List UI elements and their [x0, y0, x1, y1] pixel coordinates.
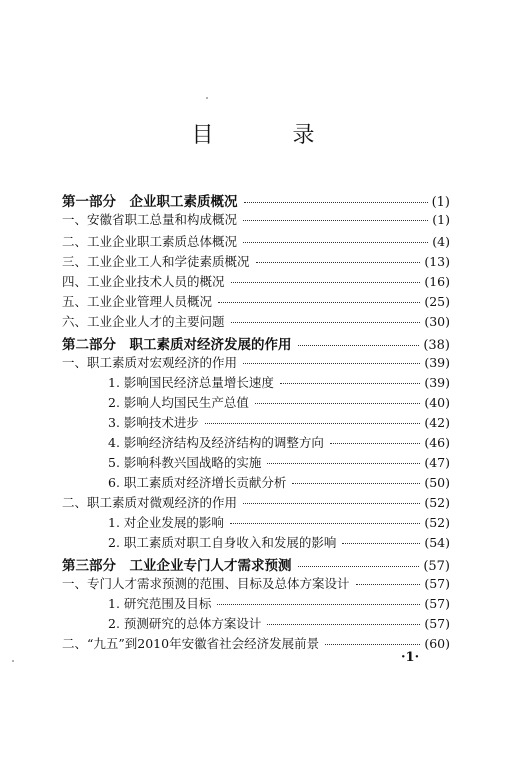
toc-leader-dots	[255, 403, 420, 404]
page-number: ·1·	[401, 650, 420, 665]
toc-entry	[62, 252, 450, 270]
toc-entry-page: (30)	[424, 314, 450, 329]
toc-entry	[108, 594, 450, 612]
toc-entry-label: 三、工业企业工人和学徒素质概况	[62, 254, 250, 269]
toc-entry-page: (57)	[424, 596, 450, 611]
toc-entry-page: (57)	[423, 559, 450, 574]
toc-entry-page: (47)	[424, 455, 450, 470]
toc-entry-page: (60)	[424, 636, 450, 651]
toc-entry-page: (38)	[423, 338, 450, 353]
toc-entry-label: 一、职工素质对宏观经济的作用	[62, 355, 238, 370]
toc-entry	[62, 210, 450, 228]
toc-leader-dots	[217, 604, 420, 605]
toc-entry-page: (42)	[424, 415, 450, 430]
toc-entry-label: 2. 职工素质对职工自身收入和发展的影响	[108, 535, 337, 550]
toc-entry	[62, 272, 450, 290]
toc-entry	[62, 353, 450, 371]
toc-entry	[62, 312, 450, 330]
toc-entry	[62, 190, 450, 210]
toc-entry-label: 二、职工素质对微观经济的作用	[62, 495, 238, 510]
toc-entry-page: (50)	[424, 475, 450, 490]
toc-entry-page: (40)	[424, 395, 450, 410]
toc-entry-page: (13)	[424, 254, 450, 269]
toc-entry	[108, 614, 450, 632]
toc-entry-label: 1. 对企业发展的影响	[108, 515, 224, 530]
toc-leader-dots	[231, 322, 421, 323]
toc-entry-page: (25)	[424, 294, 450, 309]
toc-entry-page: (4)	[432, 234, 450, 249]
toc-entry-page: (16)	[424, 274, 450, 289]
toc-entry-label: 六、工业企业人才的主要问题	[62, 314, 225, 329]
toc-entry	[62, 333, 450, 353]
toc-entry-page: (57)	[424, 616, 450, 631]
toc-leader-dots	[298, 345, 420, 346]
toc-entry	[108, 433, 450, 451]
toc-leader-dots	[356, 584, 421, 585]
toc-leader-dots	[342, 543, 420, 544]
toc-entry	[108, 413, 450, 431]
toc-entry	[108, 473, 450, 491]
toc-leader-dots	[256, 262, 421, 263]
toc-leader-dots	[205, 423, 420, 424]
toc-entry-label: 1. 研究范围及目标	[108, 596, 212, 611]
toc-entry-page: (54)	[424, 535, 450, 550]
toc-entry	[108, 533, 450, 551]
toc-title: 目 录	[191, 123, 351, 148]
toc-entry-label: 一、安徽省职工总量和构成概况	[62, 212, 238, 227]
toc-entry	[108, 393, 450, 411]
toc-leader-dots	[267, 463, 420, 464]
toc-entry-label: 第二部分 职工素质对经济发展的作用	[62, 337, 292, 353]
toc-entry-page: (46)	[424, 435, 450, 450]
toc-entry	[62, 634, 450, 652]
toc-leader-dots	[267, 624, 420, 625]
toc-entry-label: 4. 影响经济结构及经济结构的调整方向	[108, 435, 324, 450]
toc-entry-page: (39)	[424, 355, 450, 370]
toc-leader-dots	[243, 242, 428, 243]
toc-leader-dots	[330, 443, 420, 444]
toc-leader-dots	[325, 644, 420, 645]
toc-entry-page: (57)	[424, 576, 450, 591]
toc-entry-label: 二、工业企业职工素质总体概况	[62, 234, 238, 249]
toc-leader-dots	[243, 503, 420, 504]
toc-leader-dots	[292, 483, 420, 484]
toc-entry	[62, 574, 450, 592]
toc-leader-dots	[230, 523, 420, 524]
toc-entry-label: 5. 影响科教兴国战略的实施	[108, 455, 262, 470]
toc-entry-label: 3. 影响技术进步	[108, 415, 199, 430]
toc-leader-dots	[298, 566, 420, 567]
toc-entry	[62, 554, 450, 574]
toc-entry-label: 1. 影响国民经济总量增长速度	[108, 375, 274, 390]
toc-entry-page: (39)	[424, 375, 450, 390]
toc-entry	[62, 232, 450, 250]
toc-entry-label: 一、专门人才需求预测的范围、目标及总体方案设计	[62, 576, 350, 591]
toc-entry-label: 四、工业企业技术人员的概况	[62, 274, 225, 289]
toc-entry-label: 五、工业企业管理人员概况	[62, 294, 213, 309]
toc-entry-page: (1)	[432, 212, 450, 227]
scan-speck	[206, 97, 208, 99]
toc-leader-dots	[218, 302, 420, 303]
toc-leader-dots	[243, 363, 420, 364]
toc-entry-page: (52)	[424, 515, 450, 530]
toc-entry-label: 二、“九五”到2010年安徽省社会经济发展前景	[62, 636, 320, 651]
toc-entry-page: (52)	[424, 495, 450, 510]
toc-leader-dots	[280, 383, 420, 384]
scan-speck	[12, 660, 14, 662]
toc-entry-label: 2. 预测研究的总体方案设计	[108, 616, 262, 631]
toc-entry-page: (1)	[431, 195, 450, 210]
toc-entry-label: 6. 职工素质对经济增长贡献分析	[108, 475, 287, 490]
toc-entry-label: 第一部分 企业职工素质概况	[62, 194, 238, 210]
toc-leader-dots	[231, 282, 421, 283]
toc-entry	[62, 493, 450, 511]
toc-entry-label: 2. 影响人均国民生产总值	[108, 395, 249, 410]
toc-entry	[108, 453, 450, 471]
toc-entry	[108, 513, 450, 531]
toc-entry	[62, 292, 450, 310]
toc-entry-label: 第三部分 工业企业专门人才需求预测	[62, 558, 292, 574]
toc-leader-dots	[244, 202, 428, 203]
toc-leader-dots	[243, 220, 428, 221]
toc-entry	[108, 373, 450, 391]
